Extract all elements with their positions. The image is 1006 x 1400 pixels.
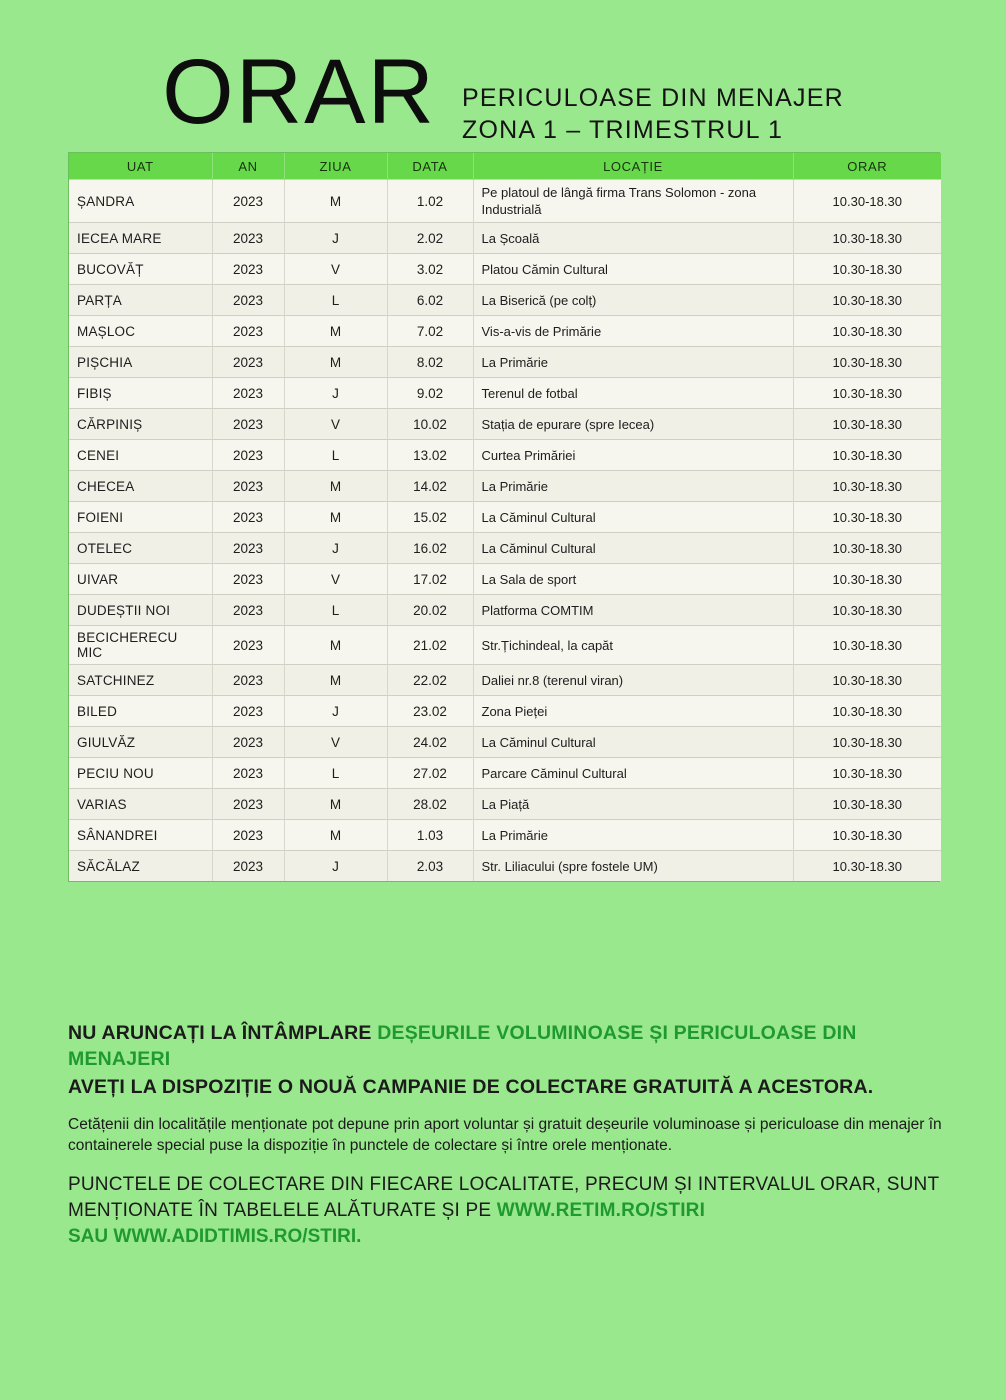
cell-orar: 10.30-18.30 <box>793 727 941 758</box>
table-row <box>69 727 941 758</box>
table-row <box>69 665 941 696</box>
cell-an: 2023 <box>212 851 284 882</box>
cell-ziua: L <box>284 285 387 316</box>
schedule-table <box>69 153 941 881</box>
cell-orar: 10.30-18.30 <box>793 665 941 696</box>
cell-data: 24.02 <box>387 727 473 758</box>
cell-data: 7.02 <box>387 316 473 347</box>
table-row <box>69 378 941 409</box>
table-row <box>69 533 941 564</box>
cell-orar: 10.30-18.30 <box>793 851 941 882</box>
cell-an: 2023 <box>212 347 284 378</box>
cell-ziua: L <box>284 440 387 471</box>
cell-data: 16.02 <box>387 533 473 564</box>
cell-uat: OTELEC <box>69 533 212 564</box>
table-row <box>69 595 941 626</box>
cell-ziua: J <box>284 851 387 882</box>
cell-locatie: La Sala de sport <box>473 564 793 595</box>
cell-locatie: Str. Liliacului (spre fostele UM) <box>473 851 793 882</box>
column-header-locatie: LOCAȚIE <box>473 153 793 180</box>
cell-uat: GIULVĂZ <box>69 727 212 758</box>
cell-an: 2023 <box>212 595 284 626</box>
cell-ziua: M <box>284 820 387 851</box>
cell-an: 2023 <box>212 564 284 595</box>
cell-locatie: Daliei nr.8 (terenul viran) <box>473 665 793 696</box>
cell-locatie: Platou Cămin Cultural <box>473 254 793 285</box>
cell-orar: 10.30-18.30 <box>793 820 941 851</box>
cell-ziua: M <box>284 180 387 223</box>
cell-data: 17.02 <box>387 564 473 595</box>
table-row <box>69 409 941 440</box>
cell-ziua: J <box>284 223 387 254</box>
table-row <box>69 254 941 285</box>
cell-an: 2023 <box>212 626 284 665</box>
cell-uat: MAȘLOC <box>69 316 212 347</box>
cell-locatie: La Căminul Cultural <box>473 533 793 564</box>
bottom-footer <box>68 1172 948 1224</box>
page-title: ORAR <box>162 41 436 143</box>
cell-orar: 10.30-18.30 <box>793 316 941 347</box>
cell-uat: VARIAS <box>69 789 212 820</box>
cell-an: 2023 <box>212 789 284 820</box>
cell-ziua: V <box>284 254 387 285</box>
cell-orar: 10.30-18.30 <box>793 254 941 285</box>
table-body <box>69 180 941 882</box>
cell-locatie: Str.Țichindeal, la capăt <box>473 626 793 665</box>
cell-orar: 10.30-18.30 <box>793 180 941 223</box>
table-row <box>69 316 941 347</box>
table-row <box>69 789 941 820</box>
cell-data: 23.02 <box>387 696 473 727</box>
cell-data: 1.02 <box>387 180 473 223</box>
cell-locatie: La Primărie <box>473 471 793 502</box>
cell-uat: CĂRPINIȘ <box>69 409 212 440</box>
cell-locatie: Zona Pieței <box>473 696 793 727</box>
cell-uat: ȘANDRA <box>69 180 212 223</box>
cell-locatie: Platforma COMTIM <box>473 595 793 626</box>
cell-uat: IECEA MARE <box>69 223 212 254</box>
table-row <box>69 347 941 378</box>
column-header-an: AN <box>212 153 284 180</box>
cell-an: 2023 <box>212 409 284 440</box>
cell-uat: PECIU NOU <box>69 758 212 789</box>
cell-locatie: La Căminul Cultural <box>473 727 793 758</box>
cell-data: 28.02 <box>387 789 473 820</box>
cell-ziua: M <box>284 502 387 533</box>
cell-uat: SĂCĂLAZ <box>69 851 212 882</box>
cell-an: 2023 <box>212 820 284 851</box>
retim-site-link[interactable]: WWW.RETIM.RO/STIRI <box>496 1200 706 1221</box>
cell-data: 22.02 <box>387 665 473 696</box>
table-row <box>69 223 941 254</box>
table-row <box>69 180 941 223</box>
cell-an: 2023 <box>212 440 284 471</box>
cell-orar: 10.30-18.30 <box>793 347 941 378</box>
cell-locatie: Terenul de fotbal <box>473 378 793 409</box>
cell-orar: 10.30-18.30 <box>793 440 941 471</box>
cell-locatie: Vis-a-vis de Primărie <box>473 316 793 347</box>
cell-ziua: J <box>284 533 387 564</box>
header-subtitle-line2: ZONA 1 – TRIMESTRUL 1 <box>461 116 784 144</box>
cell-an: 2023 <box>212 254 284 285</box>
table-row <box>69 440 941 471</box>
cell-data: 6.02 <box>387 285 473 316</box>
table-row <box>69 820 941 851</box>
cell-ziua: M <box>284 347 387 378</box>
table-row <box>69 758 941 789</box>
cell-an: 2023 <box>212 696 284 727</box>
cell-data: 2.03 <box>387 851 473 882</box>
cell-locatie: La Biserică (pe colț) <box>473 285 793 316</box>
cell-data: 2.02 <box>387 223 473 254</box>
cell-orar: 10.30-18.30 <box>793 223 941 254</box>
cell-locatie: Stația de epurare (spre Iecea) <box>473 409 793 440</box>
cell-orar: 10.30-18.30 <box>793 564 941 595</box>
cell-uat: CENEI <box>69 440 212 471</box>
table-header-row <box>69 153 941 180</box>
cell-an: 2023 <box>212 285 284 316</box>
cell-ziua: J <box>284 378 387 409</box>
column-header-data: DATA <box>387 153 473 180</box>
cell-locatie: La Piață <box>473 789 793 820</box>
cell-orar: 10.30-18.30 <box>793 285 941 316</box>
cell-orar: 10.30-18.30 <box>793 626 941 665</box>
cell-uat: PARȚA <box>69 285 212 316</box>
cell-uat: BECICHERECU MIC <box>69 626 212 665</box>
cell-ziua: L <box>284 758 387 789</box>
cell-data: 10.02 <box>387 409 473 440</box>
cell-data: 8.02 <box>387 347 473 378</box>
cell-an: 2023 <box>212 316 284 347</box>
header-subtitle-line1: PERICULOASE DIN MENAJER <box>461 84 844 112</box>
bottom-heading-part1: NU ARUNCAȚI LA ÎNTÂMPLARE <box>68 1022 378 1044</box>
cell-uat: SÂNANDREI <box>69 820 212 851</box>
cell-data: 13.02 <box>387 440 473 471</box>
cell-locatie: Curtea Primăriei <box>473 440 793 471</box>
cell-an: 2023 <box>212 471 284 502</box>
cell-data: 20.02 <box>387 595 473 626</box>
cell-orar: 10.30-18.30 <box>793 378 941 409</box>
cell-an: 2023 <box>212 758 284 789</box>
cell-ziua: L <box>284 595 387 626</box>
cell-locatie: La Primărie <box>473 820 793 851</box>
bottom-heading-line2: AVEȚI LA DISPOZIȚIE O NOUĂ CAMPANIE DE COLECTARE GRATUITĂ A ACESTORA. <box>68 1076 874 1098</box>
cell-an: 2023 <box>212 223 284 254</box>
table-row <box>69 851 941 882</box>
cell-ziua: J <box>284 696 387 727</box>
cell-orar: 10.30-18.30 <box>793 502 941 533</box>
cell-uat: CHECEA <box>69 471 212 502</box>
cell-locatie: Pe platoul de lângă firma Trans Solomon - zona Industrială <box>473 180 793 223</box>
bottom-heading <box>68 1020 948 1072</box>
column-header-ziua: ZIUA <box>284 153 387 180</box>
cell-data: 27.02 <box>387 758 473 789</box>
cell-uat: DUDEȘTII NOI <box>69 595 212 626</box>
cell-ziua: V <box>284 409 387 440</box>
cell-orar: 10.30-18.30 <box>793 789 941 820</box>
cell-ziua: M <box>284 471 387 502</box>
bottom-footer-text: PUNCTELE DE COLECTARE DIN FIECARE LOCALITATE, PRECUM ȘI INTERVALUL ORAR, SUNT MENȚIONATE ÎN TABELELE ALĂTURATE ȘI PE <box>68 1174 939 1221</box>
cell-an: 2023 <box>212 533 284 564</box>
cell-data: 9.02 <box>387 378 473 409</box>
adidtimis-site-link[interactable]: SAU WWW.ADIDTIMIS.RO/STIRI. <box>68 1226 362 1247</box>
cell-uat: FOIENI <box>69 502 212 533</box>
cell-orar: 10.30-18.30 <box>793 595 941 626</box>
cell-an: 2023 <box>212 180 284 223</box>
cell-orar: 10.30-18.30 <box>793 758 941 789</box>
cell-an: 2023 <box>212 665 284 696</box>
column-header-orar: ORAR <box>793 153 941 180</box>
cell-ziua: M <box>284 665 387 696</box>
cell-uat: FIBIȘ <box>69 378 212 409</box>
table-row <box>69 285 941 316</box>
column-header-uat: UAT <box>69 153 212 180</box>
cell-uat: BILED <box>69 696 212 727</box>
poster-header <box>0 40 1006 150</box>
table-row <box>69 564 941 595</box>
cell-orar: 10.30-18.30 <box>793 533 941 564</box>
cell-locatie: Parcare Căminul Cultural <box>473 758 793 789</box>
table-row <box>69 471 941 502</box>
cell-data: 15.02 <box>387 502 473 533</box>
cell-ziua: V <box>284 564 387 595</box>
table-row <box>69 502 941 533</box>
cell-locatie: La Primărie <box>473 347 793 378</box>
bottom-heading-part2: DEȘEURILE VOLUMINOASE ȘI PERICULOASE DIN MENAJERI <box>68 1022 857 1070</box>
cell-uat: SATCHINEZ <box>69 665 212 696</box>
table-row <box>69 626 941 665</box>
cell-uat: UIVAR <box>69 564 212 595</box>
cell-ziua: V <box>284 727 387 758</box>
cell-orar: 10.30-18.30 <box>793 409 941 440</box>
cell-orar: 10.30-18.30 <box>793 696 941 727</box>
cell-an: 2023 <box>212 502 284 533</box>
cell-data: 14.02 <box>387 471 473 502</box>
cell-locatie: La Școală <box>473 223 793 254</box>
cell-data: 3.02 <box>387 254 473 285</box>
cell-ziua: M <box>284 789 387 820</box>
cell-ziua: M <box>284 626 387 665</box>
schedule-table-container <box>68 152 940 882</box>
bottom-paragraph: Cetățenii din localitățile menționate pot depune prin aport voluntar și gratuit deșeurile voluminoase și periculoase din menajer în containerele special puse la dispoziție în punctele de colectare și între orele menționate. <box>68 1116 942 1154</box>
cell-data: 21.02 <box>387 626 473 665</box>
cell-locatie: La Căminul Cultural <box>473 502 793 533</box>
cell-orar: 10.30-18.30 <box>793 471 941 502</box>
cell-an: 2023 <box>212 727 284 758</box>
cell-an: 2023 <box>212 378 284 409</box>
cell-ziua: M <box>284 316 387 347</box>
cell-data: 1.03 <box>387 820 473 851</box>
cell-uat: BUCOVĂȚ <box>69 254 212 285</box>
table-row <box>69 696 941 727</box>
cell-uat: PIȘCHIA <box>69 347 212 378</box>
bottom-text-block <box>68 1020 948 1250</box>
